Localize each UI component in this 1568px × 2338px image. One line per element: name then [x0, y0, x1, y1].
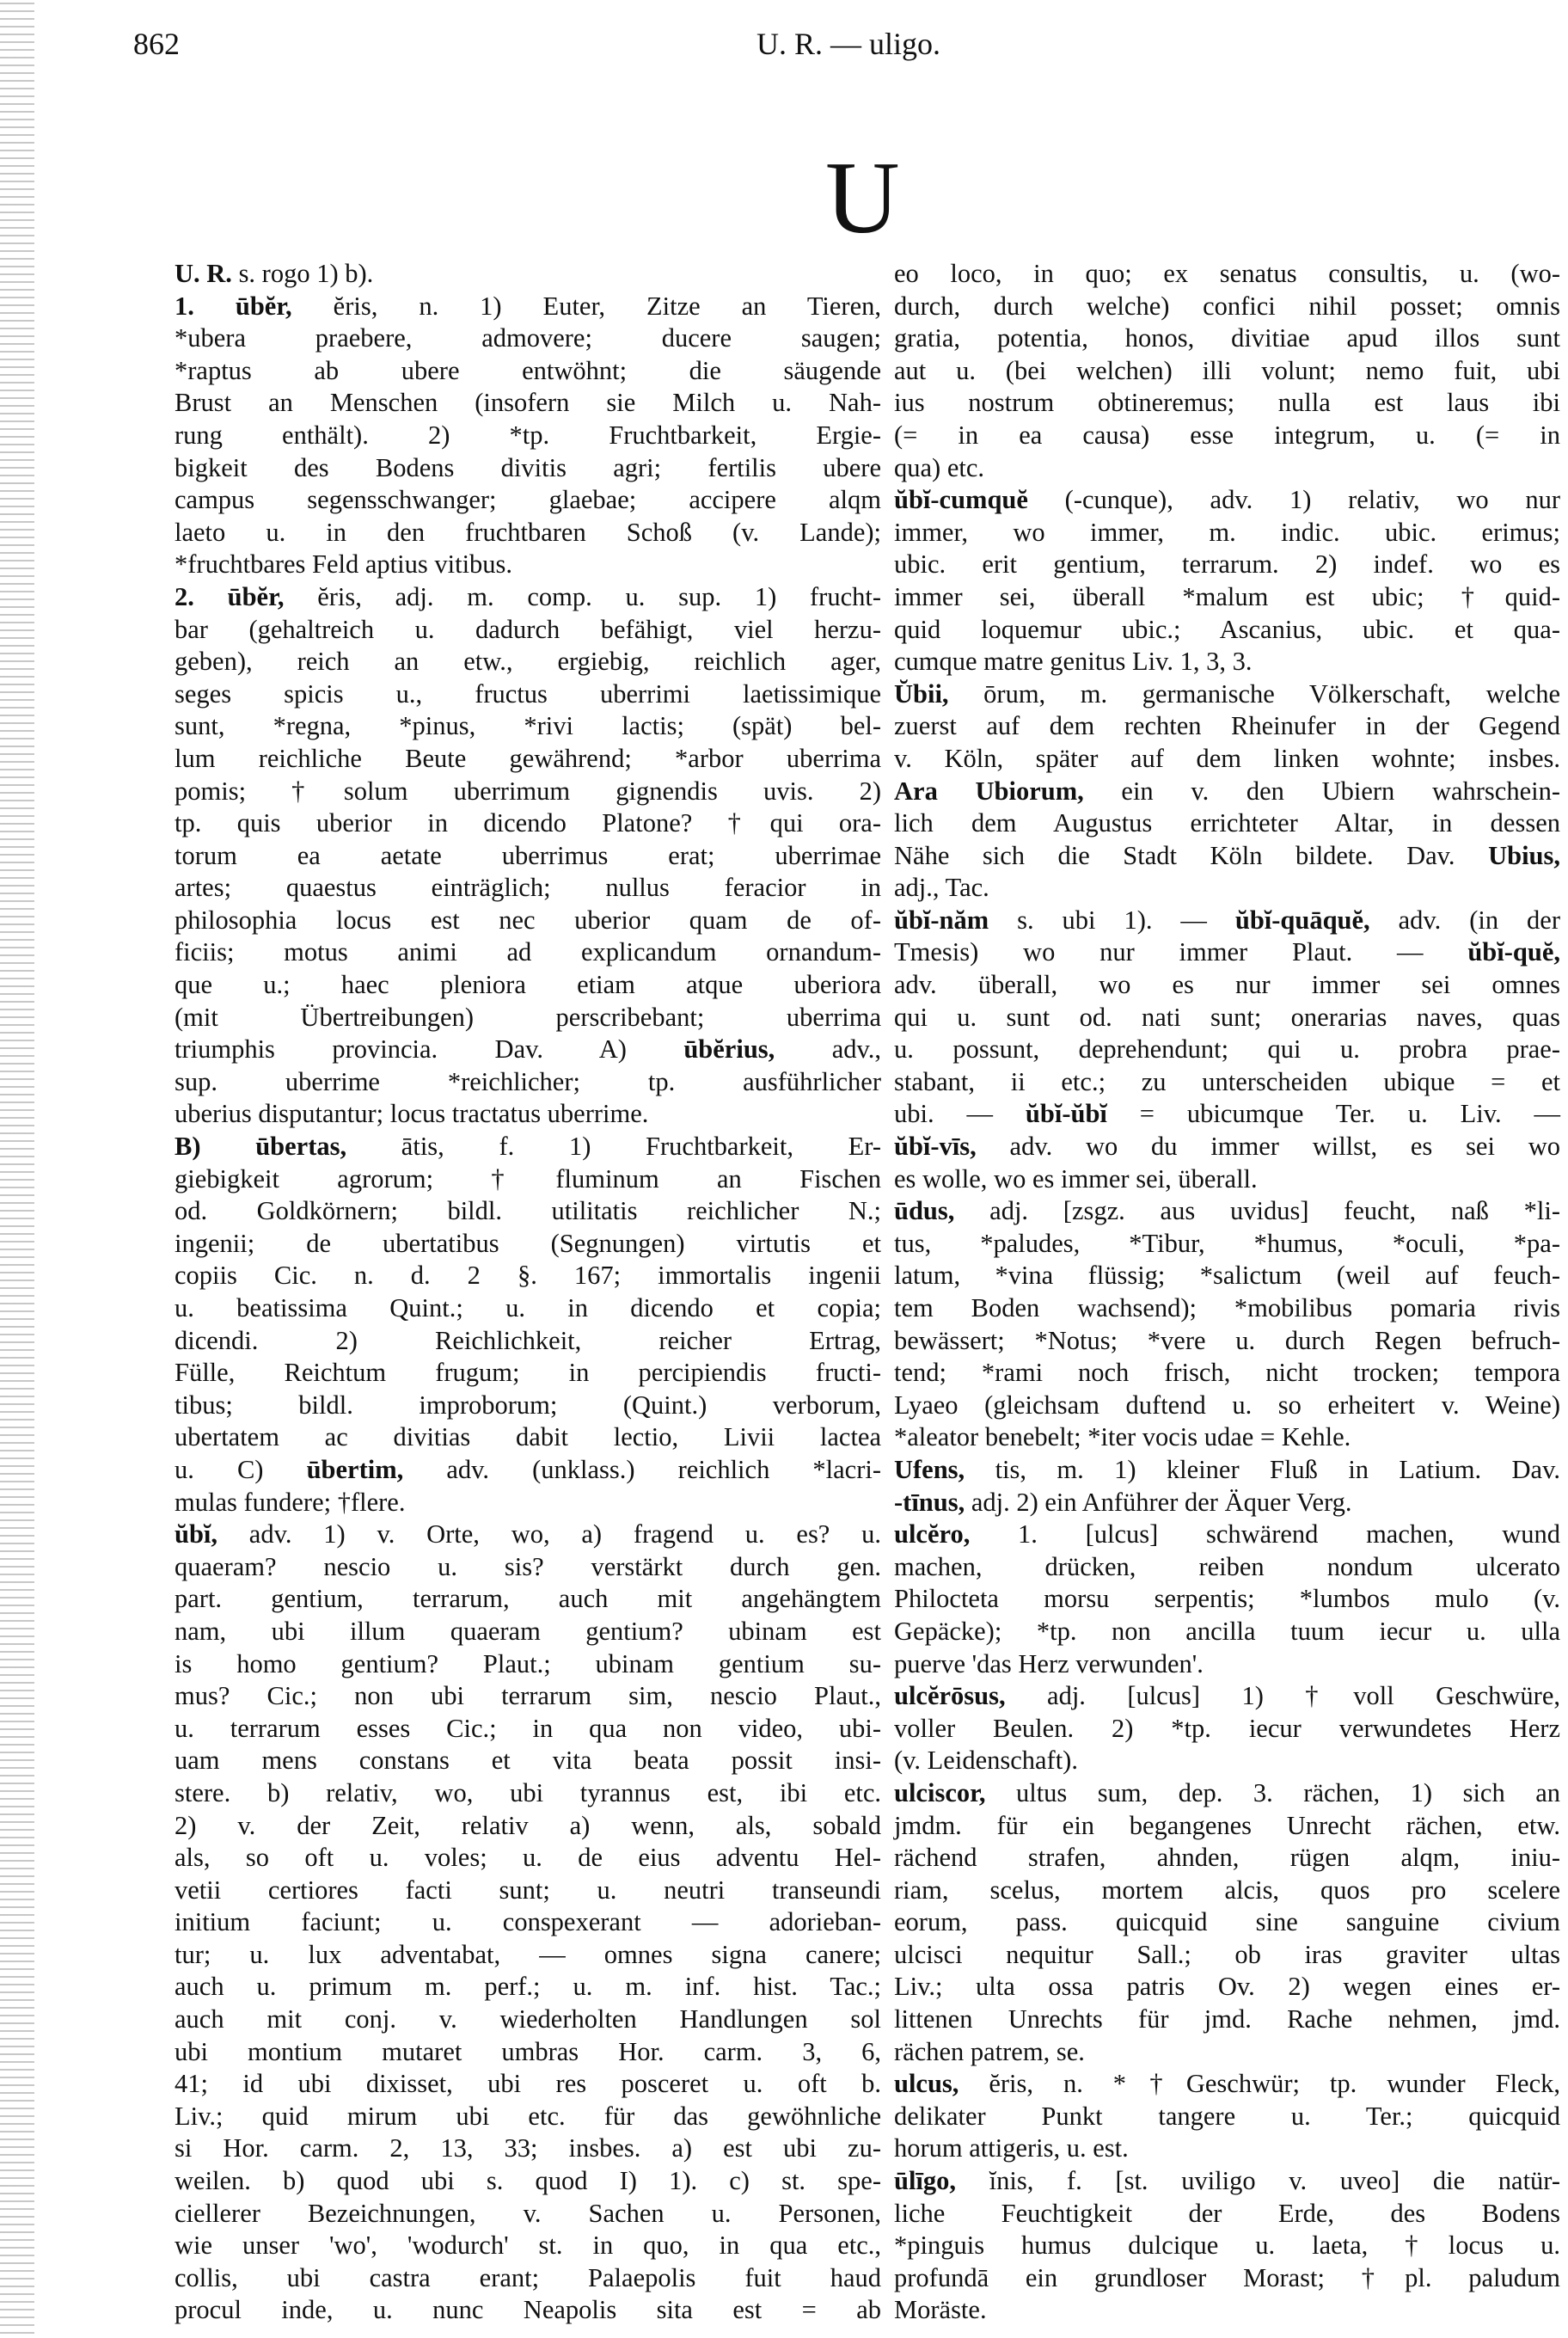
- text-line: [175, 1325, 881, 1358]
- entry-text: Gepäcke); *tp. non ancilla tuum iecur u. ulla: [894, 1616, 1560, 1646]
- text-line: [894, 1680, 1560, 1713]
- text-line: [894, 743, 1560, 776]
- entry-text: ubi montium mutaret umbras Hor. carm. 3, 6,: [175, 2036, 881, 2066]
- text-line: [175, 322, 881, 355]
- entry-text: adv. 1) v. Orte, wo, a) fragend u. es? u.: [217, 1519, 881, 1549]
- entry-text: auch mit conj. v. wiederholten Handlungen sol: [175, 2004, 881, 2034]
- text-line: [175, 1648, 881, 1681]
- entry-text: Nähe sich die Stadt Köln bildete. Dav.: [894, 840, 1489, 870]
- entry-text: ius nostrum obtineremus; nulla est laus ibi: [894, 388, 1560, 418]
- entry-text: Fülle, Reichtum frugum; in percipiendis fructi-: [175, 1358, 881, 1388]
- headword: ūdus,: [894, 1196, 955, 1226]
- text-line: [894, 1939, 1560, 1972]
- entry-text: Lyaeo (gleichsam duftend u. so erheitert v. Weine): [894, 1390, 1560, 1420]
- entry-text: auch u. primum m. perf.; u. m. inf. hist. Tac.;: [175, 1972, 881, 2002]
- text-line: [175, 2262, 881, 2295]
- text-line: [894, 2262, 1560, 2295]
- entry-text: torum ea aetate uberrimus erat; uberrimae: [175, 840, 881, 870]
- text-line: [894, 710, 1560, 743]
- text-line: [894, 1551, 1560, 1584]
- entry-text: stere. b) relativ, wo, ubi tyrannus est, ibi etc.: [175, 1777, 881, 1807]
- text-line: [894, 2198, 1560, 2231]
- entry-text: ātis, f. 1) Fruchtbarkeit, Er-: [346, 1132, 882, 1162]
- entry-text: adv. (in der: [1369, 905, 1560, 935]
- entry-text: adv. wo du immer willst, es sei wo: [976, 1132, 1560, 1162]
- entry-text: tend; *rami noch frisch, nicht trocken; tempora: [894, 1358, 1560, 1388]
- text-line: [894, 1066, 1560, 1099]
- text-line: [894, 872, 1560, 905]
- entry-text: tibus; bildl. improborum; (Quint.) verborum,: [175, 1390, 881, 1420]
- entry-text: artes; quaestus einträglich; nullus feracior in: [175, 873, 881, 903]
- text-line: [894, 420, 1560, 452]
- entry-text: voller Beulen. 2) *tp. iecur verwundetes Herz: [894, 1713, 1560, 1743]
- entry-text: laeto u. in den fruchtbaren Schoß (v. Lande);: [175, 517, 881, 547]
- entry-text: Tmesis) wo nur immer Plaut. —: [894, 937, 1468, 967]
- headword: Ufens,: [894, 1454, 965, 1484]
- entry-text: lich dem Augustus errichteter Altar, in dessen: [894, 808, 1560, 838]
- text-line: [175, 905, 881, 937]
- entry-text: tem Boden wachsend); *mobilibus pomaria rivis: [894, 1293, 1560, 1322]
- text-line: [175, 1163, 881, 1196]
- text-line: [175, 420, 881, 452]
- entry-text: 2) v. der Zeit, relativ a) wenn, als, sobald: [175, 1810, 881, 1840]
- entry-text: Liv.; ulta ossa patris Ov. 2) wegen eines er-: [894, 1972, 1560, 2002]
- text-line: [175, 258, 881, 291]
- entry-text: zuerst auf dem rechten Rheinufer in der Gegend: [894, 711, 1560, 741]
- text-line: [175, 1745, 881, 1777]
- text-line: [894, 1906, 1560, 1939]
- text-line: [175, 2036, 881, 2069]
- headword: ŭbĭ,: [175, 1519, 218, 1549]
- text-line: [894, 2068, 1560, 2101]
- text-line: [894, 2004, 1560, 2036]
- entry-text: copiis Cic. n. d. 2 §. 167; immortalis ingenii: [175, 1261, 881, 1291]
- entry-text: qua) etc.: [894, 452, 984, 482]
- text-line: [894, 1519, 1560, 1551]
- text-line: [175, 1810, 881, 1843]
- entry-text: procul inde, u. nunc Neapolis sita est = ab: [175, 2295, 881, 2325]
- text-line: [894, 936, 1560, 969]
- headword: ūlīgo,: [894, 2166, 957, 2196]
- running-head: U. R. — uligo.: [756, 27, 940, 61]
- entry-text: 41; id ubi dixisset, ubi res posceret u. oft b.: [175, 2069, 881, 2099]
- text-line: [175, 710, 881, 743]
- entry-text: latum, *vina flüssig; *salictum (weil auf feuch-: [894, 1261, 1560, 1291]
- text-line: [175, 646, 881, 678]
- text-line: [894, 1713, 1560, 1746]
- text-line: [894, 1616, 1560, 1648]
- text-line: [894, 2101, 1560, 2133]
- entry-text: mus? Cic.; non ubi terrarum sim, nescio Plaut.,: [175, 1681, 881, 1711]
- text-line: [175, 1195, 881, 1228]
- entry-text: immer sei, überall *malum est ubic; †quid-: [894, 581, 1560, 611]
- entry-text: dicendi. 2) Reichlichkeit, reicher Ertrag,: [175, 1325, 881, 1355]
- entry-text: *ubera praebere, admovere; ducere saugen;: [175, 323, 881, 353]
- text-line: [894, 1421, 1560, 1454]
- text-line: [894, 1390, 1560, 1422]
- text-line: [894, 549, 1560, 581]
- entry-text: initium faciunt; u. conspexerant — adorieban-: [175, 1907, 881, 1937]
- headword: ŭbĭ-vīs,: [894, 1132, 977, 1162]
- entry-text: aut u. (bei welchen) illi volunt; nemo fuit, ubi: [894, 355, 1560, 385]
- text-line: [894, 614, 1560, 647]
- text-line: [894, 1842, 1560, 1875]
- entry-text: delikater Punkt tangere u. Ter.; quicquid: [894, 2101, 1560, 2131]
- entry-text: mulas fundere; †flere.: [175, 1487, 406, 1517]
- entry-text: wie unser 'wo', 'wodurch' st. in quo, in qua etc.,: [175, 2231, 881, 2261]
- entry-text: Brust an Menschen (insofern sie Milch u. Nah-: [175, 388, 881, 418]
- entry-text: ĕris, adj. m. comp. u. sup. 1) frucht-: [284, 581, 881, 611]
- entry-text: (-cunque), adv. 1) relativ, wo nur: [1027, 485, 1560, 515]
- entry-text: liche Feuchtigkeit der Erde, des Bodens: [894, 2198, 1560, 2228]
- text-line: [175, 1777, 881, 1810]
- entry-text: (= in ea causa) esse integrum, u. (= in: [894, 420, 1560, 450]
- text-line: [175, 678, 881, 711]
- text-line: [175, 1551, 881, 1584]
- text-line: [175, 484, 881, 517]
- entry-text: adv.,: [775, 1034, 882, 1065]
- text-line: [175, 1906, 881, 1939]
- entry-text: bigkeit des Bodens divitis agri; fertilis ubere: [175, 452, 881, 482]
- entry-text: ficiis; motus animi ad explicandum ornandum-: [175, 937, 881, 967]
- entry-text: littenen Unrechts für jmd. Rache nehmen, jmd.: [894, 2004, 1560, 2034]
- right-column: [894, 258, 1560, 2327]
- entry-text: adj. [zsgz. aus uvidus] feucht, naß *li-: [954, 1196, 1560, 1226]
- entry-text: sup. uberrime *reichlicher; tp. ausführlicher: [175, 1066, 881, 1096]
- text-line: [175, 1260, 881, 1292]
- headword: Ŭbii,: [894, 678, 949, 709]
- text-line: [175, 1971, 881, 2004]
- entry-text: pomis; †solum uberrimum gignendis uvis. 2): [175, 776, 881, 806]
- text-line: [894, 1002, 1560, 1034]
- entry-text: ingenii; de ubertatibus (Segnungen) virtutis et: [175, 1228, 881, 1258]
- text-line: [894, 1228, 1560, 1261]
- text-line: [175, 1713, 881, 1746]
- entry-text: (v. Leidenschaft).: [894, 1746, 1078, 1776]
- entry-text: tus, *paludes, *Tibur, *humus, *oculi, *pa-: [894, 1228, 1560, 1258]
- headword: ūbĕrius,: [683, 1034, 775, 1065]
- text-line: [175, 1680, 881, 1713]
- text-line: [175, 581, 881, 614]
- entry-text: s. ubi 1). —: [989, 905, 1235, 935]
- text-line: [894, 291, 1560, 323]
- entry-text: rung enthält). 2) *tp. Fruchtbarkeit, Ergie-: [175, 420, 881, 450]
- entry-text: s. rogo 1) b).: [231, 259, 374, 288]
- text-line: [175, 2198, 881, 2231]
- entry-text: es wolle, wo es immer sei, überall.: [894, 1163, 1258, 1194]
- text-line: [894, 1810, 1560, 1843]
- entry-text: bewässert; *Notus; *vere u. durch Regen befruch-: [894, 1325, 1560, 1355]
- entry-text: u. terrarum esses Cic.; in qua non video, ubi-: [175, 1713, 881, 1743]
- text-line: [894, 1034, 1560, 1066]
- entry-text: tp. quis uberior in dicendo Platone? †qui ora-: [175, 808, 881, 838]
- text-line: [894, 1875, 1560, 1907]
- entry-text: collis, ubi castra erant; Palaepolis fuit haud: [175, 2262, 881, 2292]
- text-line: [894, 1745, 1560, 1777]
- headword: ŭbĭ-cumquĕ: [894, 485, 1028, 515]
- text-line: [894, 969, 1560, 1002]
- entry-text: *raptus ab ubere entwöhnt; die säugende: [175, 355, 881, 385]
- entry-text: qui u. sunt od. nati sunt; onerarias naves, quas: [894, 1002, 1560, 1032]
- text-line: [175, 807, 881, 840]
- text-line: [894, 2294, 1560, 2327]
- entry-text: adv. (unklass.) reichlich *lacri-: [403, 1454, 881, 1484]
- text-line: [894, 1195, 1560, 1228]
- headword: ūbertim,: [306, 1454, 404, 1484]
- entry-text: 1. [ulcus] schwärend machen, wund: [970, 1519, 1560, 1549]
- section-letter: U: [825, 140, 900, 255]
- headword: ulcĕrōsus,: [894, 1681, 1006, 1711]
- entry-text: u. possunt, deprehendunt; qui u. probra prae-: [894, 1034, 1560, 1065]
- headword: ulcĕro,: [894, 1519, 971, 1549]
- text-line: [894, 2132, 1560, 2165]
- entry-text: bar (gehaltreich u. dadurch befähigt, viel herzu-: [175, 614, 881, 644]
- text-line: [175, 1228, 881, 1261]
- scan-edge: [0, 0, 34, 2338]
- text-line: [175, 1421, 881, 1454]
- entry-text: als, so oft u. voles; u. de eius adventu Hel-: [175, 1843, 881, 1873]
- text-line: [894, 905, 1560, 937]
- entry-text: vetii certiores facti sunt; u. neutri transeundi: [175, 1875, 881, 1905]
- headword: B) ūbertas,: [175, 1132, 347, 1162]
- entry-text: cumque matre genitus Liv. 1, 3, 3.: [894, 647, 1253, 677]
- entry-text: v. Köln, später auf dem linken wohnte; insbes.: [894, 743, 1560, 773]
- text-line: [894, 1098, 1560, 1131]
- text-line: [175, 1875, 881, 1907]
- entry-text: ĭnis, f. [st. uviligo v. uveo] die natür-: [956, 2166, 1560, 2196]
- entry-text: eorum, pass. quicquid sine sanguine civium: [894, 1907, 1560, 1937]
- text-line: [175, 2230, 881, 2262]
- text-line: [175, 549, 881, 581]
- entry-text: durch, durch welche) confici nihil posset; omnis: [894, 291, 1560, 321]
- text-line: [894, 355, 1560, 388]
- entry-text: sunt, *regna, *pinus, *rivi lactis; (spät) bel-: [175, 711, 881, 741]
- entry-text: campus segensschwanger; glaebae; accipere alqm: [175, 485, 881, 515]
- entry-text: ĕris, n. *†Geschwür; tp. wunder Fleck,: [959, 2069, 1560, 2099]
- entry-text: *fruchtbares Feld aptius vitibus.: [175, 549, 513, 580]
- entry-text: ōrum, m. germanische Völkerschaft, welche: [948, 678, 1560, 709]
- entry-text: ciellerer Bezeichnungen, v. Sachen u. Personen,: [175, 2198, 881, 2228]
- text-line: [175, 1454, 881, 1487]
- text-line: [894, 1583, 1560, 1616]
- entry-text: eo loco, in quo; ex senatus consultis, u. (wo-: [894, 259, 1560, 288]
- entry-text: tis, m. 1) kleiner Fluß in Latium. Dav.: [965, 1454, 1560, 1484]
- entry-text: gratia, potentia, honos, divitiae apud illos sunt: [894, 323, 1560, 353]
- entry-text: Liv.; quid mirum ubi etc. für das gewöhnliche: [175, 2101, 881, 2131]
- text-line: [175, 2004, 881, 2036]
- entry-text: u. C): [175, 1454, 307, 1484]
- entry-text: uberius disputantur; locus tractatus uberrime.: [175, 1099, 649, 1129]
- headword: Ubius,: [1488, 840, 1560, 870]
- text-line: [894, 387, 1560, 420]
- entry-text: weilen. b) quod ubi s. quod I) 1). c) st. spe-: [175, 2166, 881, 2196]
- headword: ŭbĭ-ŭbĭ: [1025, 1099, 1107, 1129]
- entry-text: (mit Übertreibungen) perscribebant; uberrima: [175, 1002, 881, 1032]
- text-line: [175, 1939, 881, 1972]
- text-line: [175, 1066, 881, 1099]
- entry-text: ubic. erit gentium, terrarum. 2) indef. wo es: [894, 549, 1560, 580]
- entry-text: stabant, ii etc.; zu unterscheiden ubique = et: [894, 1066, 1560, 1096]
- entry-text: jmdm. für ein begangenes Unrecht rächen, etw.: [894, 1810, 1560, 1840]
- headword: 2. ūbĕr,: [175, 581, 285, 611]
- entry-text: nam, ubi illum quaeram gentium? ubinam est: [175, 1616, 881, 1646]
- text-line: [175, 2132, 881, 2165]
- entry-text: triumphis provincia. Dav. A): [175, 1034, 684, 1065]
- text-line: [894, 1777, 1560, 1810]
- entry-text: puerve 'das Herz verwunden'.: [894, 1648, 1204, 1678]
- text-line: [894, 2036, 1560, 2069]
- text-line: [175, 2165, 881, 2198]
- text-line: [894, 484, 1560, 517]
- entry-text: lum reichliche Beute gewährend; *arbor uberrima: [175, 743, 881, 773]
- headword: ŭbĭ-quāquĕ,: [1234, 905, 1370, 935]
- text-line: [175, 614, 881, 647]
- headword: U. R.: [175, 259, 232, 288]
- text-line: [175, 291, 881, 323]
- headword: Ara Ubiorum,: [894, 776, 1084, 806]
- text-line: [175, 743, 881, 776]
- text-line: [894, 517, 1560, 549]
- entry-text: u. beatissima Quint.; u. in dicendo et copia;: [175, 1293, 881, 1322]
- entry-text: is homo gentium? Plaut.; ubinam gentium su-: [175, 1648, 881, 1678]
- text-line: [175, 1390, 881, 1422]
- headword: ulcus,: [894, 2069, 959, 2099]
- text-line: [175, 776, 881, 808]
- entry-text: ultus sum, dep. 3. rächen, 1) sich an: [985, 1777, 1560, 1807]
- entry-text: adj. 2) ein Anführer der Äquer Verg.: [965, 1487, 1352, 1517]
- text-line: [175, 1131, 881, 1163]
- text-line: [175, 1002, 881, 1034]
- text-line: [175, 2101, 881, 2133]
- entry-text: rächend strafen, ahnden, rügen alqm, iniu-: [894, 1843, 1560, 1873]
- entry-text: uam mens constans et vita beata possit insi-: [175, 1746, 881, 1776]
- headword: ŭbĭ-quĕ,: [1467, 937, 1560, 967]
- entry-text: quaeram? nescio u. sis? verstärkt durch gen.: [175, 1551, 881, 1581]
- headword: ŭbĭ-năm: [894, 905, 989, 935]
- entry-text: = ubicumque Ter. u. Liv. —: [1106, 1099, 1560, 1129]
- text-line: [175, 1519, 881, 1551]
- text-line: [894, 1487, 1560, 1519]
- text-line: [894, 1648, 1560, 1681]
- entry-text: ulcisci nequitur Sall.; ob iras graviter ultas: [894, 1939, 1560, 1969]
- entry-text: quid loquemur ubic.; Ascanius, ubic. et qua-: [894, 614, 1560, 644]
- entry-text: rächen patrem, se.: [894, 2036, 1085, 2066]
- text-line: [894, 1131, 1560, 1163]
- entry-text: que u.; haec pleniora etiam atque uberiora: [175, 970, 881, 1000]
- entry-text: ubi. —: [894, 1099, 1026, 1129]
- text-line: [894, 678, 1560, 711]
- text-line: [894, 2230, 1560, 2262]
- entry-text: ein v. den Ubiern wahrschein-: [1083, 776, 1560, 806]
- entry-text: adj. [ulcus] 1) †voll Geschwüre,: [1005, 1681, 1560, 1711]
- entry-text: immer, wo immer, m. indic. ubic. erimus;: [894, 517, 1560, 547]
- text-line: [894, 807, 1560, 840]
- text-line: [175, 387, 881, 420]
- text-line: [894, 2165, 1560, 2198]
- text-line: [894, 1260, 1560, 1292]
- text-line: [175, 1583, 881, 1616]
- text-line: [894, 581, 1560, 614]
- text-line: [175, 969, 881, 1002]
- text-line: [175, 872, 881, 905]
- entry-text: si Hor. carm. 2, 13, 33; insbes. a) est ubi zu-: [175, 2133, 881, 2163]
- text-line: [894, 452, 1560, 485]
- headword: ulciscor,: [894, 1777, 986, 1807]
- entry-text: geben), reich an etw., ergiebig, reichlich ager,: [175, 647, 881, 677]
- text-line: [175, 1034, 881, 1066]
- entry-text: ubertatem ac divitias dabit lectio, Livii lactea: [175, 1422, 881, 1452]
- entry-text: seges spicis u., fructus uberrimi laetissimique: [175, 678, 881, 709]
- text-line: [894, 840, 1560, 873]
- entry-text: adv. überall, wo es nur immer sei omnes: [894, 970, 1560, 1000]
- text-line: [894, 1454, 1560, 1487]
- text-line: [894, 1325, 1560, 1358]
- text-line: [175, 1842, 881, 1875]
- entry-text: tur; u. lux adventabat, — omnes signa canere;: [175, 1939, 881, 1969]
- entry-text: machen, drücken, reiben nondum ulcerato: [894, 1551, 1560, 1581]
- entry-text: riam, scelus, mortem alcis, quos pro scelere: [894, 1875, 1560, 1905]
- text-line: [175, 517, 881, 549]
- text-line: [175, 2068, 881, 2101]
- text-line: [175, 1098, 881, 1131]
- headword: -tīnus,: [894, 1487, 965, 1517]
- entry-text: *pinguis humus dulcique u. laeta, †locus u.: [894, 2231, 1560, 2261]
- text-line: [175, 2294, 881, 2327]
- entry-text: *aleator benebelt; *iter vocis udae = Kehle.: [894, 1422, 1351, 1452]
- text-line: [894, 646, 1560, 678]
- text-line: [175, 1616, 881, 1648]
- text-line: [175, 1487, 881, 1519]
- text-line: [175, 452, 881, 485]
- page-number: 862: [133, 27, 180, 61]
- entry-text: od. Goldkörnern; bildl. utilitatis reichlicher N.;: [175, 1196, 881, 1226]
- entry-text: ĕris, n. 1) Euter, Zitze an Tieren,: [291, 291, 881, 321]
- text-line: [175, 936, 881, 969]
- text-line: [175, 840, 881, 873]
- entry-text: giebigkeit agrorum; †fluminum an Fischen: [175, 1163, 881, 1194]
- text-line: [894, 776, 1560, 808]
- entry-text: part. gentium, terrarum, auch mit angehängtem: [175, 1584, 881, 1614]
- text-line: [894, 1971, 1560, 2004]
- left-column: [175, 258, 881, 2327]
- entry-text: horum attigeris, u. est.: [894, 2133, 1129, 2163]
- text-line: [175, 355, 881, 388]
- text-line: [175, 1292, 881, 1325]
- headword: 1. ūbĕr,: [175, 291, 292, 321]
- entry-text: adj., Tac.: [894, 873, 989, 903]
- entry-text: philosophia locus est nec uberior quam de of-: [175, 905, 881, 935]
- entry-text: Moräste.: [894, 2295, 987, 2325]
- text-line: [894, 1357, 1560, 1390]
- text-line: [894, 322, 1560, 355]
- text-line: [894, 258, 1560, 291]
- text-line: [894, 1163, 1560, 1196]
- entry-text: profundā ein grundloser Morast; †pl. paludum: [894, 2262, 1560, 2292]
- text-line: [175, 1357, 881, 1390]
- text-line: [894, 1292, 1560, 1325]
- entry-text: Philocteta morsu serpentis; *lumbos mulo (v.: [894, 1584, 1560, 1614]
